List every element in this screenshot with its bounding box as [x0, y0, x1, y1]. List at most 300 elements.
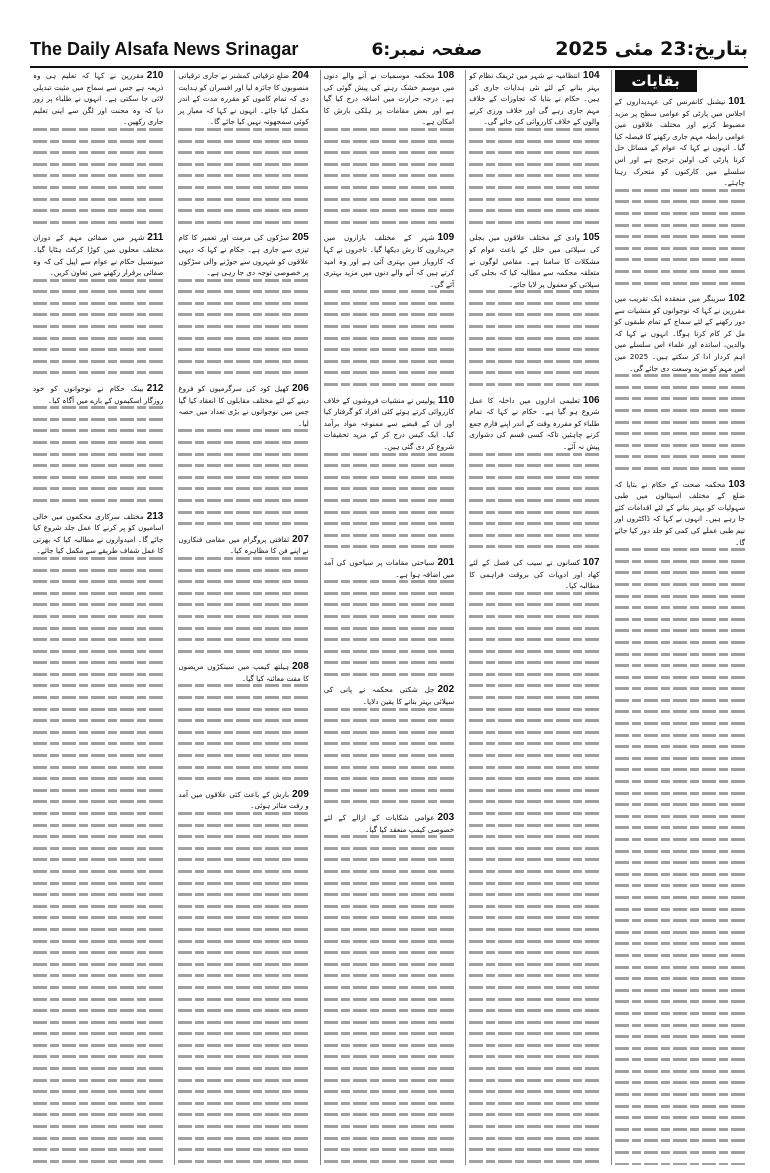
text-line — [615, 919, 745, 922]
text-line — [324, 1125, 454, 1128]
article-text: کسانوں نے سیب کی فصل کے لئے کھاد اور ادویات کی بروقت فراہمی کا مطالبہ کیا۔ — [469, 557, 600, 591]
article-body — [324, 232, 454, 290]
text-line — [324, 766, 454, 769]
text-line — [178, 777, 308, 780]
text-line — [33, 348, 163, 351]
text-line — [615, 560, 745, 563]
article-number: 211 — [147, 232, 164, 244]
text-line — [469, 1044, 599, 1047]
text-line — [469, 928, 599, 931]
text-lines — [178, 916, 308, 1165]
column-5 — [30, 70, 166, 1165]
text-line — [469, 731, 599, 734]
text-line — [178, 974, 308, 977]
text-line — [33, 174, 163, 177]
text-line — [469, 615, 599, 618]
text-line — [615, 954, 745, 957]
article-text: کھیل کود کی سرگرمیوں کو فروغ دینے کے لئے مختلف مقابلوں کا انعقاد کیا گیا جس میں نوجوانوں نے بڑی تعداد میں حصہ لیا۔ — [178, 384, 309, 428]
text-line — [469, 1090, 599, 1093]
text-line — [615, 1081, 745, 1084]
text-line — [324, 951, 454, 954]
article — [178, 534, 308, 653]
text-line — [469, 847, 599, 850]
text-line — [178, 522, 308, 525]
article-text: ہیلتھ کیمپ میں سینکڑوں مریضوں کا مفت معائنہ کیا گیا۔ — [178, 662, 309, 683]
text-line — [178, 1148, 308, 1151]
text-line — [178, 209, 308, 212]
text-line — [469, 198, 599, 201]
article-number: 207 — [292, 533, 309, 545]
article — [324, 232, 454, 386]
text-lines — [33, 661, 163, 1165]
article-text: شہر کے مختلف بازاروں میں خریداروں کا رش دیکھا گیا۔ تاجروں نے کہا کہ کاروبار میں بہتری آئی ہے اور وہ امید کرتے ہیں کہ آنے والے دنوں میں مزید بہتری آئے گی۔ — [323, 233, 455, 289]
article-text: تعلیمی اداروں میں داخلہ کا عمل شروع ہو گیا ہے۔ حکام نے کہا کہ تمام طلباء کو مقررہ وقت کے اندر اپنے فارم جمع کرنے چاہئیں تاکہ کسی قسم کی دشواری پیش نہ آئے۔ — [469, 395, 600, 451]
text-line — [469, 800, 599, 803]
text-line — [33, 429, 163, 432]
text-line — [178, 313, 308, 316]
article-text: ثقافتی پروگرام میں مقامی فنکاروں نے اپنے فن کا مظاہرہ کیا۔ — [178, 534, 309, 556]
text-line — [469, 476, 599, 479]
text-line — [178, 174, 308, 177]
article-number: 202 — [437, 684, 455, 696]
text-line — [615, 189, 745, 192]
article-text: بینک حکام نے نوجوانوں کو خود روزگار اسکیموں کے بارے میں آگاہ کیا۔ — [32, 384, 164, 405]
text-line — [469, 835, 599, 838]
text-lines — [33, 279, 163, 375]
text-line — [178, 279, 308, 282]
text-line — [324, 615, 454, 618]
text-line — [324, 998, 454, 1001]
text-line — [469, 140, 599, 143]
text-line — [469, 151, 599, 154]
text-line — [615, 1070, 745, 1073]
text-line — [324, 592, 454, 595]
text-line — [469, 661, 599, 664]
text-line — [615, 768, 745, 771]
text-line — [178, 290, 308, 293]
text-line — [469, 974, 599, 977]
text-line — [324, 742, 454, 745]
article-number: 204 — [292, 70, 309, 81]
text-line — [324, 1009, 454, 1012]
text-line — [615, 734, 745, 737]
text-line — [615, 710, 745, 713]
text-line — [178, 1021, 308, 1024]
article-text: سرینگر میں منعقدہ ایک تقریب میں مقررین نے کہا کہ نوجوانوں کو منشیات سے دور رکھنے کے لئے سماج کے تمام طبقوں کو مل کر کام کرنا ہوگا۔ انہوں نے کہا کہ والدین، اساتذہ اور علماء اس سلسلے میں اہم کردار ادا کر سکتے ہیں۔ 2025 میں اس مہم کو مزید وسعت دی جائے گی۔ — [614, 294, 746, 373]
text-line — [324, 545, 454, 548]
column-2 — [465, 70, 602, 1165]
text-line — [469, 696, 599, 699]
article — [324, 70, 454, 224]
text-lines — [324, 708, 454, 804]
text-line — [178, 1055, 308, 1058]
text-line — [33, 290, 163, 293]
text-line — [178, 951, 308, 954]
text-line — [33, 928, 163, 931]
text-line — [33, 858, 163, 861]
article-body — [33, 70, 163, 128]
text-line — [615, 212, 745, 215]
text-line — [178, 627, 308, 630]
text-line — [178, 1079, 308, 1082]
text-line — [324, 290, 454, 293]
text-line — [469, 313, 599, 316]
text-line — [33, 766, 163, 769]
text-line — [178, 140, 308, 143]
article-text: محکمہ موسمیات نے آنے والے دنوں میں موسم خشک رہنے کی پیش گوئی کی ہے۔ درجہ حرارت میں اضافہ درج کیا گیا ہے اور بعض مقامات پر ہلکی بارش کا امکان ہے۔ — [323, 71, 455, 127]
article-number: 210 — [146, 70, 164, 81]
text-line — [469, 673, 599, 676]
article-body — [324, 812, 454, 835]
text-line — [178, 986, 308, 989]
text-line — [33, 673, 163, 676]
text-line — [33, 140, 163, 143]
text-line — [469, 1125, 599, 1128]
text-line — [324, 499, 454, 502]
text-line — [33, 615, 163, 618]
text-line — [615, 1151, 745, 1154]
text-line — [469, 905, 599, 908]
text-line — [615, 966, 745, 969]
text-line — [178, 928, 308, 931]
text-line — [324, 140, 454, 143]
article — [615, 96, 745, 285]
text-line — [615, 1000, 745, 1003]
text-line — [469, 719, 599, 722]
text-line — [615, 1093, 745, 1096]
text-line — [615, 258, 745, 261]
text-lines — [33, 128, 163, 224]
text-line — [615, 850, 745, 853]
article-number: 104 — [582, 70, 600, 81]
text-line — [178, 684, 308, 687]
text-line — [469, 290, 599, 293]
text-lines — [615, 189, 745, 285]
text-line — [469, 951, 599, 954]
article-body — [178, 534, 308, 557]
text-line — [324, 313, 454, 316]
text-line — [178, 198, 308, 201]
text-line — [469, 603, 599, 606]
text-line — [324, 882, 454, 885]
article-number: 106 — [582, 394, 600, 406]
text-line — [178, 719, 308, 722]
article-text: جل شکتی محکمہ نے پانی کی سپلائی بہتر بنانے کا یقین دلایا۔ — [323, 685, 455, 707]
column-4 — [174, 70, 311, 1165]
text-line — [469, 1102, 599, 1105]
article-number: 212 — [146, 383, 164, 395]
text-line — [615, 200, 745, 203]
article-text: ضلع ترقیاتی کمشنر نے جاری ترقیاتی منصوبوں کا جائزہ لیا اور افسران کو ہدایت دی کہ تمام کاموں کو مقررہ مدت کے اندر مکمل کیا جائے۔ انہوں نے کہا کہ معیار پر کوئی سمجھوتہ نہیں کیا جائے گا۔ — [178, 71, 309, 127]
article-number: 205 — [292, 232, 309, 244]
text-line — [178, 1032, 308, 1035]
article-text: نیشنل کانفرنس کی عہدیداروں کے اجلاس میں پارٹی کو عوامی سطح پر مزید مضبوط کرنے اور مختلف علاقوں میں عوامی رابطہ مہم جاری رکھنے کا فیصلہ کیا گیا۔ انہوں نے کہا کہ عوام کے مسائل حل کرنا پارٹی کی اولین ترجیح ہے اور اس سلسلے میں کارکنوں کو متحرک رہنا چاہئے۔ — [614, 97, 745, 188]
text-line — [33, 453, 163, 456]
text-line — [615, 467, 745, 470]
text-line — [469, 777, 599, 780]
article-number: 109 — [437, 232, 455, 244]
article-number: 209 — [292, 788, 309, 800]
article-number: 213 — [146, 510, 164, 522]
text-line — [324, 487, 454, 490]
text-line — [615, 455, 745, 458]
text-lines — [469, 592, 599, 688]
text-lines — [324, 835, 454, 931]
article — [324, 684, 454, 803]
text-line — [324, 603, 454, 606]
issue-date: بتاریخ:23 مئی 2025 — [555, 38, 748, 60]
article — [178, 789, 308, 908]
text-line — [615, 444, 745, 447]
text-line — [178, 348, 308, 351]
text-line — [324, 1032, 454, 1035]
text-line — [615, 282, 745, 285]
text-line — [324, 174, 454, 177]
text-line — [324, 371, 454, 374]
text-line — [615, 722, 745, 725]
text-line — [178, 221, 308, 224]
article-number: 101 — [728, 96, 745, 107]
text-line — [33, 151, 163, 154]
article — [324, 557, 454, 676]
text-line — [33, 905, 163, 908]
text-line — [324, 360, 454, 363]
text-line — [33, 1055, 163, 1058]
text-line — [469, 209, 599, 212]
text-line — [324, 1137, 454, 1140]
text-line — [324, 916, 454, 919]
text-line — [33, 974, 163, 977]
text-line — [324, 986, 454, 989]
text-line — [615, 989, 745, 992]
text-line — [324, 719, 454, 722]
text-line — [33, 650, 163, 653]
text-line — [324, 847, 454, 850]
text-line — [615, 421, 745, 424]
text-lines — [469, 290, 599, 386]
text-line — [178, 731, 308, 734]
text-line — [33, 998, 163, 1001]
text-lines — [469, 128, 599, 224]
text-line — [469, 371, 599, 374]
text-line — [178, 499, 308, 502]
text-line — [615, 583, 745, 586]
text-lines — [324, 128, 454, 224]
text-line — [469, 882, 599, 885]
text-line — [324, 870, 454, 873]
text-line — [33, 789, 163, 792]
article — [178, 70, 308, 224]
text-line — [324, 963, 454, 966]
text-line — [178, 615, 308, 618]
text-line — [33, 1148, 163, 1151]
text-line — [469, 812, 599, 815]
text-line — [324, 453, 454, 456]
text-line — [615, 548, 745, 551]
text-line — [33, 800, 163, 803]
text-line — [615, 1139, 745, 1142]
article-number: 105 — [582, 232, 600, 244]
text-line — [33, 1113, 163, 1116]
text-line — [178, 754, 308, 757]
text-line — [324, 905, 454, 908]
text-line — [324, 673, 454, 676]
text-line — [178, 1113, 308, 1116]
article — [324, 395, 454, 549]
text-line — [33, 986, 163, 989]
text-line — [615, 397, 745, 400]
text-line — [33, 916, 163, 919]
text-line — [178, 1044, 308, 1047]
text-line — [178, 337, 308, 340]
column-1 — [611, 70, 748, 1165]
text-line — [178, 1090, 308, 1093]
text-line — [469, 592, 599, 595]
text-lines — [324, 940, 454, 1165]
text-lines — [178, 429, 308, 525]
article-text: انتظامیہ نے شہر میں ٹریفک نظام کو بہتر بنانے کے لئے نئی ہدایات جاری کی ہیں۔ حکام نے بتایا کہ تجاوزات کے خلاف مہم جاری رہے گی اور خلاف ورزی کرنے والوں کے خلاف کارروائی کی جائے گی۔ — [469, 71, 600, 127]
text-line — [615, 247, 745, 250]
text-line — [178, 963, 308, 966]
text-line — [324, 940, 454, 943]
text-line — [615, 386, 745, 389]
text-line — [469, 325, 599, 328]
text-line — [33, 464, 163, 467]
text-line — [178, 1067, 308, 1070]
text-line — [33, 661, 163, 664]
article-number: 110 — [438, 394, 455, 406]
text-line — [324, 522, 454, 525]
text-line — [178, 464, 308, 467]
text-line — [324, 511, 454, 514]
text-line — [33, 684, 163, 687]
text-line — [469, 1079, 599, 1082]
text-line — [469, 754, 599, 757]
article-text: پولیس نے منشیات فروشوں کے خلاف کارروائی کرتے ہوئے کئی افراد کو گرفتار کیا اور ان کے قبضے سے ممنوعہ مواد برآمد کیا۔ ایک کیس درج کر کے مزید تحقیقات شروع کر دی گئی ہیں۔ — [323, 395, 455, 451]
text-line — [33, 777, 163, 780]
article-text: محکمہ صحت کے حکام نے بتایا کہ ضلع کے مختلف اسپتالوں میں طبی سہولیات کو بہتر بنانے کے لئے اقدامات کئے جا رہے ہیں۔ انہوں نے کہا کہ ڈاکٹروں اور نیم طبی عملے کی کمی کو جلد دور کیا جائے گا۔ — [614, 479, 745, 547]
article-text: وادی کے مختلف علاقوں میں بجلی کی سپلائی میں خلل کے باعث عوام کو مشکلات کا سامنا ہے۔ مقامی لوگوں نے متعلقہ محکمہ سے مطالبہ کیا کہ بجلی کی سپلائی کو معمول پر لایا جائے۔ — [469, 233, 600, 289]
text-lines — [178, 684, 308, 780]
text-line — [33, 337, 163, 340]
article — [178, 232, 308, 374]
section-banner: بقایات — [615, 70, 697, 92]
text-line — [469, 348, 599, 351]
text-line — [33, 198, 163, 201]
text-line — [324, 163, 454, 166]
text-line — [469, 302, 599, 305]
text-line — [469, 545, 599, 548]
text-line — [178, 1102, 308, 1105]
text-line — [469, 963, 599, 966]
text-lines — [615, 548, 745, 644]
article-body — [178, 232, 308, 278]
text-line — [33, 360, 163, 363]
text-line — [33, 371, 163, 374]
text-line — [33, 963, 163, 966]
text-line — [615, 1035, 745, 1038]
text-line — [324, 974, 454, 977]
text-line — [33, 128, 163, 131]
text-line — [178, 940, 308, 943]
text-line — [469, 789, 599, 792]
text-line — [178, 1125, 308, 1128]
text-line — [324, 1113, 454, 1116]
article-body — [469, 557, 599, 592]
text-line — [324, 800, 454, 803]
text-line — [324, 638, 454, 641]
text-line — [33, 279, 163, 282]
text-line — [178, 592, 308, 595]
article — [178, 661, 308, 780]
text-line — [33, 476, 163, 479]
text-line — [469, 163, 599, 166]
article-text: عوامی شکایات کے ازالے کے لئے خصوصی کیمپ منعقد کیا گیا۔ — [323, 813, 455, 834]
text-line — [33, 221, 163, 224]
text-line — [33, 1044, 163, 1047]
text-line — [33, 1090, 163, 1093]
text-line — [324, 1021, 454, 1024]
text-line — [615, 873, 745, 876]
article-number: 201 — [437, 556, 455, 568]
news-columns — [30, 70, 748, 1165]
text-line — [324, 383, 454, 386]
text-line — [33, 1021, 163, 1024]
text-line — [33, 870, 163, 873]
article-number: 102 — [728, 293, 745, 305]
text-line — [324, 337, 454, 340]
text-line — [469, 1160, 599, 1163]
text-line — [324, 731, 454, 734]
text-line — [324, 661, 454, 664]
article-body — [324, 70, 454, 128]
text-line — [178, 824, 308, 827]
article-body — [324, 557, 454, 580]
text-line — [178, 905, 308, 908]
text-lines — [178, 128, 308, 224]
article — [615, 293, 745, 470]
page-number: صفحہ نمبر:6 — [371, 39, 483, 60]
text-line — [469, 221, 599, 224]
article-text: بارش کے باعث کئی علاقوں میں آمد و رفت متاثر ہوئی۔ — [178, 789, 309, 811]
text-line — [33, 754, 163, 757]
text-line — [324, 464, 454, 467]
text-line — [469, 627, 599, 630]
text-line — [615, 1105, 745, 1108]
text-line — [178, 163, 308, 166]
text-line — [178, 580, 308, 583]
text-line — [469, 1113, 599, 1116]
text-line — [615, 618, 745, 621]
article — [33, 511, 163, 653]
text-line — [178, 569, 308, 572]
article-body — [615, 96, 745, 189]
text-line — [324, 151, 454, 154]
article-number: 107 — [582, 556, 600, 568]
text-line — [33, 592, 163, 595]
text-line — [324, 325, 454, 328]
article-number: 208 — [292, 661, 309, 673]
text-line — [178, 708, 308, 711]
text-line — [33, 569, 163, 572]
text-line — [469, 708, 599, 711]
article-text: سیاحتی مقامات پر سیاحوں کی آمد میں اضافہ ہوا ہے۔ — [323, 557, 455, 579]
text-line — [324, 128, 454, 131]
text-line — [178, 603, 308, 606]
text-line — [469, 766, 599, 769]
text-line — [178, 511, 308, 514]
text-line — [469, 464, 599, 467]
